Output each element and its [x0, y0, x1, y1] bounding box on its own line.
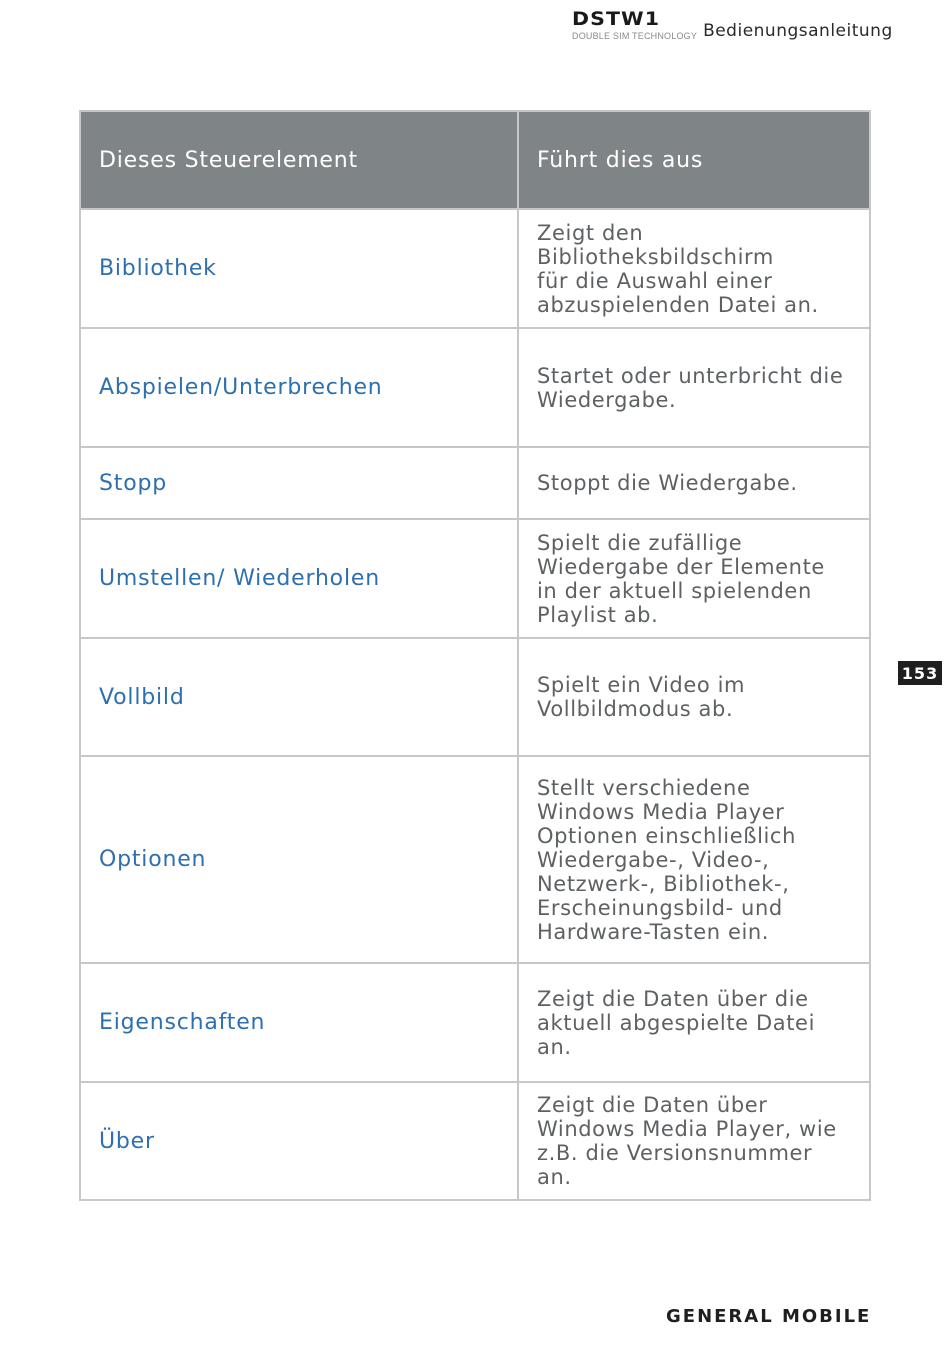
column-header-action: Führt dies aus: [518, 111, 870, 209]
manual-title: Bedienungsanleitung: [703, 21, 893, 41]
control-name: Bibliothek: [80, 209, 518, 328]
control-description: Stoppt die Wiedergabe.: [518, 447, 870, 519]
control-description: Stellt verschiedene Windows Media Player Optionen einschließlich Wiedergabe-, Video-, Netzwerk-, Bibliothek-, Erscheinungsbild- und Hardware-Tasten ein.: [518, 756, 870, 963]
table-row: [80, 328, 870, 447]
control-description: Spielt ein Video im Vollbildmodus ab.: [518, 638, 870, 756]
control-name: Vollbild: [80, 638, 518, 756]
control-name: Über: [80, 1082, 518, 1200]
control-name: Optionen: [80, 756, 518, 963]
control-name: Eigenschaften: [80, 963, 518, 1082]
control-name: Abspielen/Unterbrechen: [80, 328, 518, 447]
dstw1-logo: [572, 10, 697, 41]
table-row: [80, 1082, 870, 1200]
general-mobile-logo: GENERAL MOBILE: [666, 1306, 872, 1327]
page-header: [572, 10, 893, 41]
controls-table: [79, 110, 871, 1201]
control-description: Startet oder unterbricht die Wiedergabe.: [518, 328, 870, 447]
control-description: Spielt die zufällige Wiedergabe der Elemente in der aktuell spielenden Playlist ab.: [518, 519, 870, 638]
control-name: Umstellen/ Wiederholen: [80, 519, 518, 638]
table-row: [80, 519, 870, 638]
column-header-control: Dieses Steuerelement: [80, 111, 518, 209]
control-description: Zeigt den Bibliotheksbildschirm für die Auswahl einer abzuspielenden Datei an.: [518, 209, 870, 328]
control-description: Zeigt die Daten über Windows Media Player, wie z.B. die Versionsnummer an.: [518, 1082, 870, 1200]
logo-subtitle: DOUBLE SIM TECHNOLOGY: [572, 31, 698, 41]
logo-text: DSTW1: [572, 8, 661, 30]
table-row: [80, 963, 870, 1082]
table-row: [80, 756, 870, 963]
control-description: Zeigt die Daten über die aktuell abgespielte Datei an.: [518, 963, 870, 1082]
page-number-badge: 153: [898, 661, 942, 685]
control-name: Stopp: [80, 447, 518, 519]
table-row: [80, 447, 870, 519]
table-header-row: [80, 111, 870, 209]
table-row: [80, 638, 870, 756]
table-row: [80, 209, 870, 328]
